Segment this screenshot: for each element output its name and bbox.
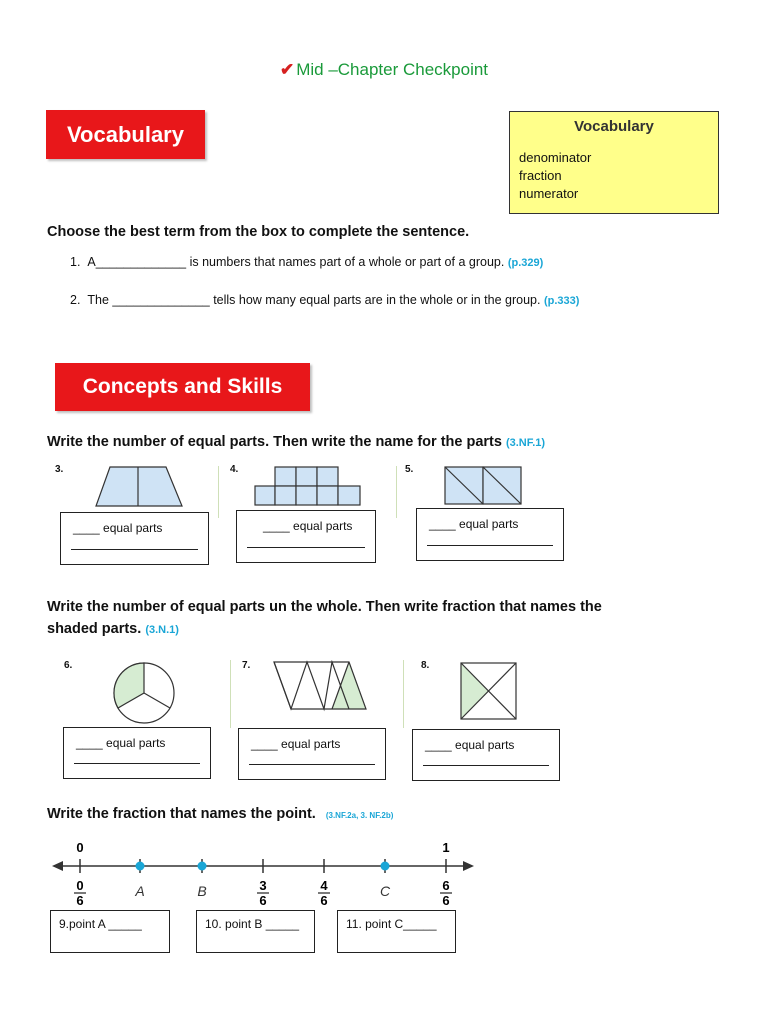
fraction-numerator: 6 <box>442 878 450 893</box>
question-text: A_____________ is numbers that names part of a whole or part of a group. <box>87 255 505 269</box>
vocabulary-banner: Vocabulary <box>46 110 205 159</box>
item-number: 5. <box>405 464 414 475</box>
point-a-dot <box>136 862 145 871</box>
section4-instruction-text: Write the fraction that names the point. <box>47 806 316 822</box>
question-text: The ______________ tells how many equal parts are in the whole or in the group. <box>87 293 541 307</box>
trapezoid-shape <box>94 466 184 508</box>
section3-instruction-line2-text: shaded parts. <box>47 621 142 637</box>
fraction-numerator: 0 <box>76 878 84 893</box>
fraction-denominator: 6 <box>259 893 267 906</box>
answer-box-5[interactable] <box>416 508 564 561</box>
fraction-denominator: 6 <box>442 893 450 906</box>
section4-instruction <box>47 806 393 822</box>
triangle-row-shape <box>272 660 370 712</box>
answer-box-8[interactable] <box>412 729 560 781</box>
equal-parts-label: ____ equal parts <box>73 521 163 535</box>
point-c-dot <box>381 862 390 871</box>
question-number: 2. <box>70 293 81 307</box>
point-a-label: A <box>135 883 145 899</box>
item-number: 8. <box>421 660 430 671</box>
equal-parts-label: ____ equal parts <box>263 519 353 533</box>
standard-ref: (3.NF.1) <box>505 437 546 449</box>
number-line <box>52 838 474 906</box>
block-shape <box>254 466 364 508</box>
square-diagonal-shape <box>444 466 524 506</box>
section2-instruction-text: Write the number of equal parts. Then write the name for the parts <box>47 434 502 450</box>
point-b-label: B <box>197 883 207 899</box>
fraction-numerator: 4 <box>320 878 328 893</box>
vocab-word: numerator <box>519 186 579 201</box>
point-c-label: C <box>379 883 391 899</box>
section2-instruction <box>47 434 545 450</box>
answer-point-b[interactable]: 10. point B _____ <box>196 910 315 953</box>
item-number: 3. <box>55 464 64 475</box>
answer-point-a[interactable]: 9.point A _____ <box>50 910 170 953</box>
answer-line[interactable] <box>71 549 198 550</box>
equal-parts-label: ____ equal parts <box>425 738 515 752</box>
divider <box>230 660 231 728</box>
page-title-text: Mid –Chapter Checkpoint <box>296 60 489 79</box>
check-icon: ✔ <box>279 60 295 79</box>
square-x-shape <box>460 662 518 722</box>
divider <box>403 660 404 728</box>
answer-box-4[interactable] <box>236 510 376 563</box>
answer-box-6[interactable] <box>63 727 211 779</box>
question-number: 1. <box>70 255 81 269</box>
fraction-denominator: 6 <box>76 893 84 906</box>
vocab-word: denominator <box>519 150 592 165</box>
answer-line[interactable] <box>249 764 375 765</box>
page-ref: (p.329) <box>507 257 544 269</box>
end-label: 1 <box>442 840 450 855</box>
standard-ref: (3.N.1) <box>145 624 179 636</box>
item-number: 4. <box>230 464 239 475</box>
answer-line[interactable] <box>247 547 365 548</box>
item-number: 6. <box>64 660 73 671</box>
section3-instruction-line1: Write the number of equal parts un the whole. Then write fraction that names the <box>47 599 602 615</box>
equal-parts-label: ____ equal parts <box>76 736 166 750</box>
vocabulary-box-heading: Vocabulary <box>574 118 654 135</box>
divider <box>396 466 397 518</box>
item-number: 7. <box>242 660 251 671</box>
section1-instruction: Choose the best term from the box to complete the sentence. <box>47 224 470 240</box>
concepts-banner: Concepts and Skills <box>55 363 310 411</box>
fraction-numerator: 3 <box>259 878 267 893</box>
equal-parts-label: ____ equal parts <box>251 737 341 751</box>
circle-thirds-shape <box>112 660 176 726</box>
question-2 <box>70 293 579 307</box>
answer-box-3[interactable] <box>60 512 209 565</box>
page-ref: (p.333) <box>543 295 580 307</box>
standard-ref: (3.NF.2a, 3. NF.2b) <box>325 811 394 820</box>
answer-box-7[interactable] <box>238 728 386 780</box>
fraction-denominator: 6 <box>320 893 328 906</box>
start-label: 0 <box>76 840 84 855</box>
section3-instruction-line2 <box>47 621 179 637</box>
vocab-word: fraction <box>519 168 562 183</box>
vocabulary-box <box>509 111 719 214</box>
answer-line[interactable] <box>74 763 200 764</box>
question-1 <box>70 255 543 269</box>
answer-point-c[interactable]: 11. point C_____ <box>337 910 456 953</box>
divider <box>218 466 219 518</box>
answer-line[interactable] <box>423 765 549 766</box>
point-b-dot <box>198 862 207 871</box>
answer-line[interactable] <box>427 545 553 546</box>
page-title <box>0 60 768 80</box>
equal-parts-label: ____ equal parts <box>429 517 519 531</box>
